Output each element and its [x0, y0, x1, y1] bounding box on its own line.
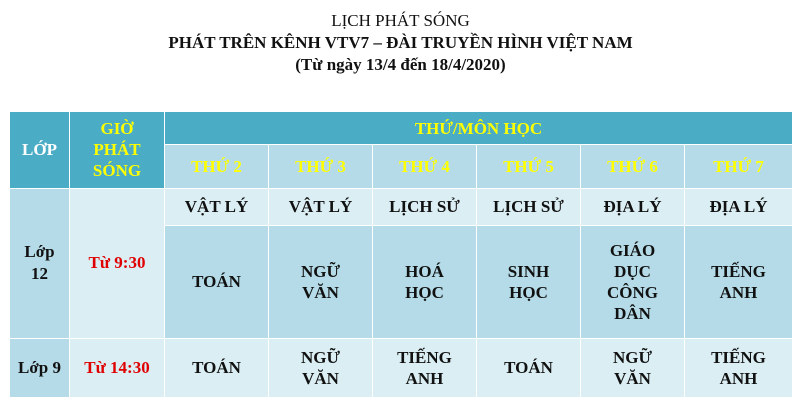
day-header: THỨ 7: [685, 145, 793, 188]
subject-cell: [477, 226, 581, 338]
subject-cell: [373, 338, 477, 397]
subject-line: VĂN: [614, 368, 651, 388]
subject-line: HỌC: [405, 282, 444, 302]
title-line-1: LỊCH PHÁT SÓNG: [331, 11, 470, 30]
grade-12-label-line2: 12: [31, 264, 48, 284]
title-line-2: PHÁT TRÊN KÊNH VTV7 – ĐÀI TRUYỀN HÌNH VIỆT NAM: [168, 33, 633, 52]
subject-line: ANH: [405, 368, 444, 388]
header-gio-line1: GIỜ: [100, 119, 134, 139]
subject-cell: [685, 338, 793, 397]
subject-line: NGỮ: [612, 347, 653, 367]
header-gio-line3: SÓNG: [92, 161, 142, 181]
title-line-3: (Từ ngày 13/4 đến 18/4/2020): [295, 55, 506, 74]
subject-cell: [269, 226, 373, 338]
schedule-title-block: [0, 10, 801, 76]
day-header: THỨ 3: [269, 145, 373, 188]
grade-12-label: [10, 188, 70, 338]
subject-line: TIẾNG: [711, 347, 766, 367]
header-gio-phat-song: [70, 112, 165, 189]
subject-line: CÔNG: [607, 282, 658, 302]
subject-line: TIẾNG: [711, 261, 766, 281]
subject-cell: LỊCH SỬ: [477, 188, 581, 226]
subject-line: ANH: [719, 282, 758, 302]
header-thu-mon-hoc: THỨ/MÔN HỌC: [165, 112, 793, 145]
subject-cell: [477, 338, 581, 397]
subject-cell: ĐỊA LÝ: [581, 188, 685, 226]
subject-line: SINH: [507, 261, 550, 281]
grade-12-label-line1: Lớp: [24, 242, 55, 262]
grade-9-label: Lớp 9: [10, 338, 70, 397]
subject-cell: ĐỊA LÝ: [685, 188, 793, 226]
subject-cell: [581, 226, 685, 338]
subject-cell: VẬT LÝ: [165, 188, 269, 226]
subject-line: TOÁN: [192, 358, 241, 378]
header-lop: LỚP: [10, 112, 70, 189]
subject-line: ANH: [719, 368, 758, 388]
subject-line: VĂN: [302, 282, 339, 302]
subject-cell: VẬT LÝ: [269, 188, 373, 226]
subject-cell: [165, 338, 269, 397]
subject-line: HỌC: [509, 282, 548, 302]
subject-cell: [165, 226, 269, 338]
day-header: THỨ 4: [373, 145, 477, 188]
subject-cell: LỊCH SỬ: [373, 188, 477, 226]
grade-12-time: Từ 9:30: [70, 188, 165, 338]
subject-line: DÂN: [614, 303, 651, 323]
day-header: THỨ 6: [581, 145, 685, 188]
subject-line: TIẾNG: [397, 347, 452, 367]
day-header: THỨ 2: [165, 145, 269, 188]
subject-line: NGỮ: [300, 261, 341, 281]
subject-line: HOÁ: [405, 261, 444, 281]
subject-line: NGỮ: [300, 347, 341, 367]
subject-cell: [373, 226, 477, 338]
subject-cell: [685, 226, 793, 338]
grade-9-time: Từ 14:30: [70, 338, 165, 397]
subject-line: TOÁN: [504, 358, 553, 378]
day-header: THỨ 5: [477, 145, 581, 188]
subject-line: TOÁN: [192, 272, 241, 292]
subject-cell: [269, 338, 373, 397]
subject-cell: [581, 338, 685, 397]
header-gio-line2: PHÁT: [93, 140, 141, 160]
subject-line: DỤC: [614, 261, 651, 281]
broadcast-schedule-table: [9, 111, 793, 398]
subject-line: GIÁO: [609, 240, 656, 260]
subject-line: VĂN: [302, 368, 339, 388]
